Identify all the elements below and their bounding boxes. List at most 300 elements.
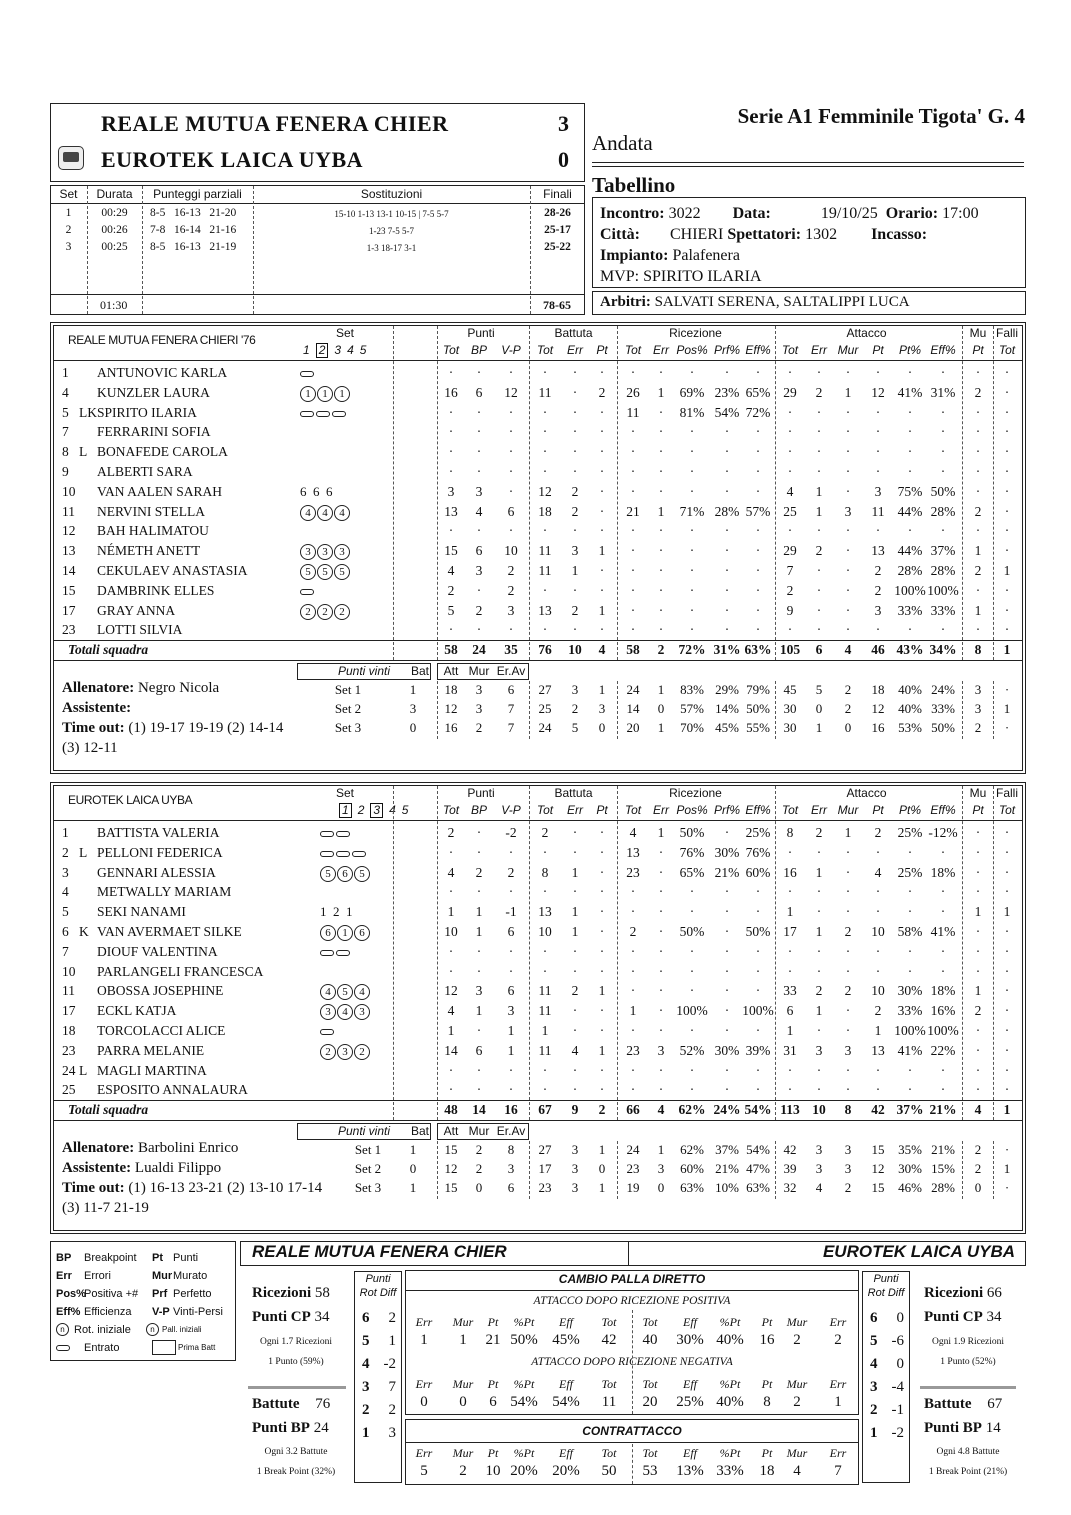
player-stat: ·	[1004, 924, 1010, 939]
away-total-stat: 113	[780, 1102, 800, 1118]
player-stat: 57%	[745, 503, 771, 519]
cambio-value: 40%	[716, 1394, 744, 1410]
player-stat: ·	[755, 943, 761, 959]
player-stat: ·	[658, 404, 664, 420]
away-set-summary-stat: 3	[571, 1142, 579, 1158]
player-stat: 3	[507, 602, 515, 618]
player-stat: ·	[630, 365, 636, 380]
player-stat: 10	[871, 924, 885, 939]
player-stat: ·	[907, 884, 913, 900]
player-stat: 1	[815, 483, 823, 499]
home-set-summary-stat: 3	[571, 682, 579, 698]
home-ric-label: Ricezioni	[252, 1285, 312, 1301]
away-set-summary-stat: 23	[626, 1161, 640, 1177]
home-hdr-battuta: Battuta	[554, 326, 593, 340]
away-col-header: Prf%	[713, 803, 740, 817]
player-stat: 30%	[714, 1042, 740, 1058]
home-col-header: Err	[567, 343, 583, 357]
player-stat: ·	[658, 444, 664, 460]
cambio-col-header: Err	[829, 1315, 847, 1329]
player-stat: 4	[447, 864, 455, 880]
player-stat: ·	[689, 563, 695, 578]
player-sets	[300, 363, 316, 383]
player-stat: ·	[940, 1062, 946, 1078]
player-stat: 39%	[745, 1042, 771, 1058]
player-stat: ·	[630, 943, 636, 959]
player-row	[58, 462, 1018, 482]
away-total-stat: 4	[657, 1102, 665, 1118]
away-pbp-value: 14	[985, 1420, 1001, 1436]
player-stat: ·	[724, 904, 730, 920]
away-col-header: Mur	[837, 803, 859, 817]
player-stat: ·	[508, 844, 514, 860]
player-stat: ·	[476, 884, 482, 900]
player-number: 1	[62, 365, 69, 380]
player-sets	[320, 843, 368, 863]
player-stat: 28%	[714, 503, 740, 519]
player-stat: 13	[871, 1042, 885, 1058]
player-stat: ·	[658, 563, 664, 578]
away-bat-value: 67	[987, 1396, 1003, 1412]
player-stat: ·	[940, 963, 946, 979]
total-duration: 01:30	[100, 298, 128, 312]
player-stat: ·	[542, 464, 548, 479]
player-row	[58, 363, 1018, 383]
player-stat: 1	[657, 825, 665, 840]
away-set-num: 4	[389, 803, 396, 817]
player-stat: ·	[508, 523, 514, 539]
home-total-stat: 6	[815, 642, 823, 658]
home-punti-label: Punti	[365, 1273, 391, 1285]
player-stat: ·	[658, 1023, 664, 1038]
player-stat: ·	[1004, 444, 1010, 460]
away-bat-label: Battute	[924, 1396, 972, 1412]
cambio-col-header: Tot	[601, 1446, 617, 1460]
player-stat: ·	[845, 602, 851, 618]
away-col-header: Tot	[781, 803, 799, 817]
player-number: 4	[62, 884, 69, 900]
player-stat: 50%	[679, 825, 705, 840]
player-stat: ·	[907, 523, 913, 539]
player-stat: ·	[1004, 464, 1010, 479]
away-set-summary-stat: 23	[538, 1180, 552, 1196]
player-stat: ·	[724, 963, 730, 979]
player-stat: ·	[755, 884, 761, 900]
rotation-number: 6	[870, 1310, 878, 1326]
player-stat: ·	[845, 464, 851, 479]
away-hdr-mu: Mu	[969, 786, 987, 800]
player-role: L	[79, 1062, 88, 1078]
player-stat: ·	[508, 404, 514, 420]
player-stat: ·	[816, 844, 822, 860]
player-stat: ·	[508, 444, 514, 460]
player-stat: 3	[874, 602, 882, 618]
player-sets: 6 1 6	[320, 922, 371, 942]
player-stat: 4	[447, 563, 455, 578]
player-stat: 71%	[679, 503, 705, 519]
away-total-stat: 37%	[896, 1102, 924, 1118]
player-name: CEKULAEV ANASTASIA	[97, 563, 248, 578]
cambio-value: 33%	[716, 1463, 744, 1479]
player-row	[58, 1080, 1018, 1100]
player-stat: ·	[845, 543, 851, 559]
away-col-header: BP	[470, 803, 487, 817]
home-set-summary-stat: 3	[409, 701, 417, 717]
home-set-summary-label: Set 2	[334, 701, 362, 717]
player-stat: ·	[875, 365, 881, 380]
player-stat: ·	[724, 464, 730, 479]
home-pbp-value: 24	[313, 1420, 329, 1436]
away-set-summary-stat: 46%	[898, 1180, 922, 1196]
player-stat: ·	[1004, 943, 1010, 959]
away-timeout-cont: (3) 11-7 21-19	[62, 1200, 149, 1217]
home-col-header: Tot	[998, 343, 1016, 357]
player-stat: ·	[476, 963, 482, 979]
player-stat: 3	[657, 1042, 665, 1058]
player-stat: 81%	[679, 404, 705, 420]
away-set-summary-stat: 2	[475, 1161, 483, 1177]
data-value: 19/10/25	[820, 205, 878, 222]
player-sets	[320, 1021, 336, 1041]
player-stat: ·	[845, 1023, 851, 1038]
away-ric-value: 66	[986, 1285, 1002, 1301]
home-set-summary-stat: 24%	[931, 682, 955, 698]
home-set-summary-stat: 50%	[931, 720, 955, 736]
away-set-label: Set	[335, 786, 354, 800]
player-stat: ·	[1004, 1023, 1010, 1038]
player-stat: 6	[507, 503, 515, 519]
cambio-col-header: Err	[829, 1446, 847, 1460]
cambio-value: 50%	[510, 1332, 538, 1348]
player-stat: ·	[1004, 1062, 1010, 1078]
away-total-stat: 16	[504, 1102, 518, 1118]
player-stat: ·	[1004, 543, 1010, 559]
player-stat: ·	[1004, 963, 1010, 979]
player-stat: 50%	[745, 924, 771, 939]
home-total-stat: 63%	[744, 642, 772, 658]
player-stat: ·	[907, 404, 913, 420]
home-set-summary-stat: 30	[783, 701, 797, 717]
home-total-stat: 43%	[896, 642, 924, 658]
player-stat: 6	[475, 384, 483, 400]
player-number: 1	[62, 825, 69, 840]
away-set-summary-stat: 21%	[715, 1161, 739, 1177]
player-stat: 1	[815, 1003, 823, 1019]
legend-rot: Rot. iniziale	[74, 1324, 131, 1336]
player-number: 17	[62, 602, 76, 618]
player-stat: 1	[475, 1003, 483, 1019]
player-stat: -2	[505, 825, 517, 840]
home-set-summary-stat: 79%	[746, 682, 770, 698]
away-set-summary-label: Set 1	[354, 1142, 382, 1158]
away-set-summary-stat: 32	[783, 1180, 797, 1196]
cambio-value: 0	[420, 1394, 428, 1410]
away-assistant-label: Assistente:	[62, 1160, 132, 1177]
player-stat: ·	[448, 365, 454, 380]
player-stat: ·	[689, 943, 695, 959]
player-row	[58, 422, 1018, 442]
player-stat: ·	[658, 622, 664, 638]
cambio-value: 6	[489, 1394, 497, 1410]
player-stat: ·	[599, 844, 605, 860]
player-stat: 1	[844, 825, 852, 840]
player-stat: ·	[542, 884, 548, 900]
player-stat: 18%	[930, 983, 956, 999]
cambio-value: 50	[601, 1463, 617, 1479]
player-row	[58, 823, 1018, 843]
player-stat: ·	[816, 1062, 822, 1078]
cambio-col-header: Mur	[452, 1315, 474, 1329]
player-stat: 7	[786, 563, 794, 578]
player-stat: ·	[448, 464, 454, 479]
away-set-summary-stat: 4	[815, 1180, 823, 1196]
player-stat: ·	[1004, 483, 1010, 499]
away-set-summary-stat: 1	[598, 1180, 606, 1196]
home-set-summary-stat: ·	[1004, 720, 1010, 736]
home-total-stat: 105	[779, 642, 801, 658]
player-stat: ·	[1004, 1042, 1010, 1058]
away-set-summary-stat: 28%	[931, 1180, 955, 1196]
away-col-header: Eff%	[930, 803, 956, 817]
home-col-header: Tot	[624, 343, 642, 357]
cambio-col-header: %Pt	[719, 1446, 741, 1460]
player-number: 12	[62, 523, 76, 539]
away-coach-label: Allenatore:	[62, 1140, 135, 1157]
away-set-summary-stat: 47%	[746, 1161, 770, 1177]
player-stat: 1	[815, 864, 823, 880]
home-set-summary-stat: 40%	[898, 682, 922, 698]
player-stat: ·	[755, 523, 761, 539]
cambio-value: 8	[763, 1394, 771, 1410]
player-stat: ·	[975, 943, 981, 959]
player-stat: 1	[507, 1042, 515, 1058]
player-stat: ·	[448, 523, 454, 539]
away-set-summary-stat: 10%	[715, 1180, 739, 1196]
rotation-number: 4	[362, 1356, 370, 1372]
away-team-name: EUROTEK LAICA UYBA	[101, 147, 364, 172]
player-stat: ·	[907, 904, 913, 920]
player-stat: ·	[1004, 523, 1010, 539]
cambio-value: 1	[420, 1332, 428, 1348]
player-stat: ·	[875, 464, 881, 479]
player-stat: ·	[724, 924, 730, 939]
player-stat: ·	[724, 1003, 730, 1019]
player-number: 24	[62, 1062, 76, 1078]
neg-title: ATTACCO DOPO RICEZIONE NEGATIVA	[531, 1356, 733, 1368]
player-stat: ·	[658, 1062, 664, 1078]
player-stat: 3	[844, 503, 852, 519]
player-stat: ·	[689, 602, 695, 618]
away-set-summary-stat: 3	[844, 1142, 852, 1158]
away-col-header: V-P	[501, 803, 521, 817]
entrato-icon	[56, 1345, 70, 1351]
player-stat: ·	[658, 464, 664, 479]
player-stat: ·	[975, 864, 981, 880]
cambio-value: 30%	[676, 1332, 704, 1348]
player-stat: ·	[599, 404, 605, 420]
player-number: 7	[62, 424, 69, 440]
away-set-summary-stat: 0	[598, 1161, 606, 1177]
home-timeout-cont: (3) 12-11	[62, 740, 118, 757]
cambio-value: 25%	[676, 1394, 704, 1410]
player-sets: 4 5 4	[320, 981, 371, 1001]
player-stat: ·	[755, 582, 761, 598]
player-stat: ·	[907, 1062, 913, 1078]
away-set-num: 5	[401, 803, 409, 817]
cambio-col-header: Eff	[559, 1446, 573, 1460]
player-stat: ·	[1004, 602, 1010, 618]
player-stat: ·	[599, 464, 605, 479]
player-stat: ·	[845, 582, 851, 598]
player-number: 15	[62, 582, 76, 598]
home-total-stat: 24	[472, 642, 486, 658]
cambio-col-header: Tot	[601, 1377, 617, 1391]
set-substitutions: 1-3 18-17 3-1	[366, 243, 417, 253]
player-sets: 3 3 3	[300, 541, 351, 561]
player-stat: 4	[629, 825, 637, 840]
rotation-number: 6	[362, 1310, 370, 1326]
player-stat: ·	[845, 844, 851, 860]
cambio-col-header: Err	[415, 1315, 433, 1329]
player-stat: 1	[571, 864, 579, 880]
player-stat: 1	[598, 543, 606, 559]
player-sets: 4 4 4	[300, 502, 351, 522]
player-stat: 2	[974, 1003, 982, 1019]
home-total-stat: 1	[1003, 642, 1011, 658]
away-set-summary-stat: 0	[409, 1161, 417, 1177]
player-stat: ·	[476, 424, 482, 440]
home-set-summary-stat: 14%	[715, 701, 739, 717]
home-hdr-mu: Mu	[969, 326, 987, 340]
player-stat: 100%	[894, 1023, 926, 1038]
home-set-summary-stat: 25	[538, 701, 552, 717]
player-stat: ·	[508, 943, 514, 959]
player-stat: ·	[658, 582, 664, 598]
player-stat: ·	[845, 563, 851, 578]
player-stat: ·	[689, 483, 695, 499]
player-name: SPIRITO ILARIA	[97, 404, 197, 420]
player-stat: ·	[508, 884, 514, 900]
away-total-stat: 66	[626, 1102, 640, 1118]
pall-iniziali-icon: n	[146, 1323, 159, 1336]
home-set-summary-stat: 20	[626, 720, 640, 736]
cambio-col-header: Mur	[452, 1446, 474, 1460]
player-name: VAN AALEN SARAH	[97, 483, 223, 499]
player-stat: ·	[755, 983, 761, 999]
home-set-summary-stat: 2	[475, 720, 483, 736]
home-total-stat: 10	[568, 642, 582, 658]
player-stat: ·	[845, 1003, 851, 1019]
player-stat: ·	[975, 365, 981, 380]
player-stat: 13	[538, 602, 552, 618]
away-set-summary-stat: ·	[1004, 1142, 1010, 1158]
cambio-value: 18	[759, 1463, 775, 1479]
player-stat: ·	[816, 1082, 822, 1098]
away-col-header: Eff%	[745, 803, 771, 817]
player-stat: ·	[630, 884, 636, 900]
player-stat: 1	[571, 904, 579, 920]
player-stat: ·	[542, 444, 548, 460]
player-name: MAGLI MARTINA	[97, 1062, 207, 1078]
set-number: 2	[65, 224, 72, 236]
cambio-col-header: %Pt	[513, 1315, 535, 1329]
player-stat: 10	[871, 983, 885, 999]
spettatori-value: 1302	[805, 226, 838, 243]
player-stat: ·	[755, 602, 761, 618]
player-number: 13	[62, 543, 76, 559]
legend-desc: Punti	[173, 1252, 199, 1264]
cambio-value: 20%	[510, 1463, 538, 1479]
home-coach: Negro Nicola	[137, 680, 220, 697]
away-col-header: Err	[653, 803, 669, 817]
cambio-value: 2	[793, 1332, 801, 1348]
player-stat: 76%	[745, 844, 771, 860]
player-stat: ·	[755, 622, 761, 638]
home-set-summary-stat: 2	[571, 701, 579, 717]
player-stat: 72%	[745, 404, 771, 420]
player-stat: ·	[689, 582, 695, 598]
player-stat: ·	[599, 622, 605, 638]
home-col-header: Err	[811, 343, 827, 357]
player-stat: 11	[538, 1042, 552, 1058]
home-pcp-label: Punti CP	[252, 1309, 311, 1325]
player-stat: 11	[538, 563, 552, 578]
player-name: BAH HALIMATOU	[97, 523, 209, 539]
player-stat: 33	[783, 983, 797, 999]
home-diff-label: Diff	[379, 1287, 397, 1299]
player-sets: 3 4 3	[320, 1001, 371, 1021]
player-stat: 37%	[930, 543, 956, 559]
player-stat: ·	[755, 543, 761, 559]
away-set-summary-stat: 1	[657, 1142, 665, 1158]
player-stat: ·	[875, 404, 881, 420]
away-set-summary-stat: 19	[626, 1180, 640, 1196]
home-set-summary-stat: 1	[1003, 701, 1011, 717]
player-stat: 23	[626, 1042, 640, 1058]
home-total-stat: 58	[444, 642, 458, 658]
away-set-summary-stat: 60%	[680, 1161, 704, 1177]
rotation-diff: -2	[891, 1425, 904, 1441]
player-stat: 4	[475, 503, 483, 519]
home-set-summary-stat: 16	[871, 720, 885, 736]
player-stat: ·	[599, 503, 605, 519]
player-stat: ·	[940, 444, 946, 460]
player-stat: 75%	[897, 483, 923, 499]
player-stat: 2	[507, 582, 515, 598]
legend-desc: Errori	[84, 1270, 111, 1282]
player-stat: ·	[658, 365, 664, 380]
player-number: 2	[62, 844, 69, 860]
player-sets	[300, 403, 348, 423]
away-set-summary-stat: 63%	[746, 1180, 770, 1196]
away-set-summary-stat: 2	[974, 1161, 982, 1177]
player-stat: 28%	[930, 563, 956, 578]
home-totals-label: Totali squadra	[68, 642, 149, 658]
player-stat: ·	[845, 884, 851, 900]
player-stat: ·	[572, 464, 578, 479]
cambio-value: 2	[793, 1394, 801, 1410]
player-stat: 60%	[745, 864, 771, 880]
player-stat: ·	[508, 483, 514, 499]
player-stat: 65%	[745, 384, 771, 400]
player-stat: ·	[975, 582, 981, 598]
home-col-header: Pt	[872, 343, 884, 357]
legend-desc: Positiva +#	[84, 1288, 139, 1300]
player-stat: 2	[786, 582, 794, 598]
player-stat: ·	[599, 1082, 605, 1098]
away-set-summary-stat: 3	[815, 1142, 823, 1158]
home-col-header: Tot	[442, 343, 460, 357]
